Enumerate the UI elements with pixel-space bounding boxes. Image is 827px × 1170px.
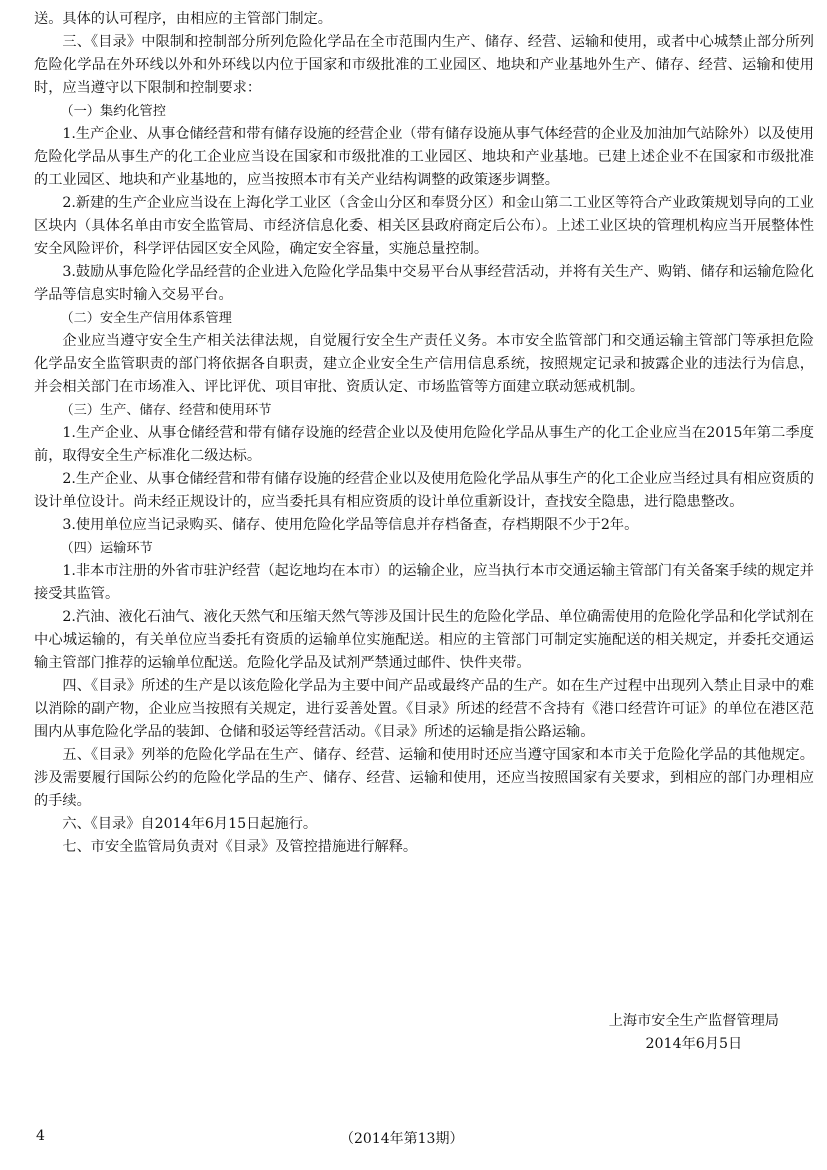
subheading-transport: （四）运输环节 <box>60 541 153 556</box>
paragraph: 企业应当遵守安全生产相关法律法规，自觉履行安全生产责任义务。本市安全监管部门和交通运输主管部门等承担危险化学品安全监管职责的部门将依据各自职责，建立企业安全生产信用信息系统，按照规定记录和披露企业的违法行为信息，并会相关部门在市场准入、评比评优、项目审批、资质认定、市场监管等方面建立联动惩戒机制。 <box>34 333 814 395</box>
paragraph: 3.使用单位应当记录购买、储存、使用危险化学品等信息并存档备查，存档期限不少于2年。 <box>62 517 639 533</box>
section-six-paragraph: 六、《目录》自2014年6月15日起施行。 <box>62 816 318 832</box>
subheading-production-storage: （三）生产、储存、经营和使用环节 <box>60 403 272 418</box>
subheading-credit-system: （二）安全生产信用体系管理 <box>60 311 232 326</box>
section-four-paragraph: 四、《目录》所述的生产是以该危险化学品为主要中间产品或最终产品的生产。如在生产过程中出现列入禁止目录中的难以消除的副产物，企业应当按照有关规定，进行妥善处置。《目录》所述的经营不含持有《港口经营许可证》的单位在港区范围内从事危险化学品的装卸、仓储和驳运等经营活动。《目录》所述的运输是指公路运输。 <box>34 678 814 740</box>
paragraph: 2.新建的生产企业应当设在上海化学工业区（含金山分区和奉贤分区）和金山第二工业区等符合产业政策规划导向的工业区块内（具体名单由市安全监管局、市经济信息化委、相关区县政府商定后公布）。上述工业区块的管理机构应当开展整体性安全风险评价，科学评估园区安全风险，确定安全容量，实施总量控制。 <box>34 195 814 257</box>
paragraph: 2.生产企业、从事仓储经营和带有储存设施的经营企业以及使用危险化学品从事生产的化工企业应当经过具有相应资质的设计单位设计。尚未经正规设计的，应当委托具有相应资质的设计单位重新设计，查找安全隐患，进行隐患整改。 <box>34 471 814 510</box>
section-seven-paragraph: 七、市安全监管局负责对《目录》及管控措施进行解释。 <box>62 839 418 855</box>
signature-block <box>609 1010 779 1056</box>
issue-date: 2014年6月5日 <box>645 1036 743 1052</box>
paragraph: 1.非本市注册的外省市驻沪经营（起讫地均在本市）的运输企业，应当执行本市交通运输主管部门有关备案手续的规定并接受其监管。 <box>34 563 814 602</box>
issuing-organization: 上海市安全生产监督管理局 <box>608 1013 779 1029</box>
subheading-centralized-control: （一）集约化管控 <box>60 104 166 119</box>
paragraph: 3.鼓励从事危险化学品经营的企业进入危险化学品集中交易平台从事经营活动，并将有关生产、购销、储存和运输危险化学品等信息实时输入交易平台。 <box>34 264 814 303</box>
paragraph-continuation: 送。具体的认可程序，由相应的主管部门制定。 <box>34 11 332 27</box>
page-number: 4 <box>36 1128 45 1144</box>
paragraph: 2.汽油、液化石油气、液化天然气和压缩天然气等涉及国计民生的危险化学品、单位确需使用的危险化学品和化学试剂在中心城运输的，有关单位应当委托有资质的运输单位实施配送。相应的主管部门可制定实施配送的相关规定，并委托交通运输主管部门推荐的运输单位配送。危险化学品及试剂严禁通过邮件、快件夹带。 <box>34 609 814 671</box>
issue-label: （2014年第13期） <box>340 1131 464 1147</box>
paragraph: 1.生产企业、从事仓储经营和带有储存设施的经营企业（带有储存设施从事气体经营的企业及加油加气站除外）以及使用危险化学品从事生产的化工企业应当设在国家和市级批准的工业园区、地块和产业基地。已建上述企业不在国家和市级批准的工业园区、地块和产业基地的，应当按照本市有关产业结构调整的政策逐步调整。 <box>34 126 814 188</box>
paragraph: 1.生产企业、从事仓储经营和带有储存设施的经营企业以及使用危险化学品从事生产的化工企业应当在2015年第二季度前，取得安全生产标准化二级达标。 <box>34 425 814 464</box>
section-five-paragraph: 五、《目录》列举的危险化学品在生产、储存、经营、运输和使用时还应当遵守国家和本市关于危险化学品的其他规定。涉及需要履行国际公约的危险化学品的生产、储存、经营、运输和使用，还应当按照国家有关要求，到相应的部门办理相应的手续。 <box>34 747 814 809</box>
document-body <box>34 8 814 859</box>
section-three-paragraph: 三、《目录》中限制和控制部分所列危险化学品在全市范围内生产、储存、经营、运输和使用，或者中心城禁止部分所列危险化学品在外环线以外和外环线以内位于国家和市级批准的工业园区、地块和产业基地外生产、储存、经营、运输和使用时，应当遵守以下限制和控制要求： <box>34 34 814 96</box>
